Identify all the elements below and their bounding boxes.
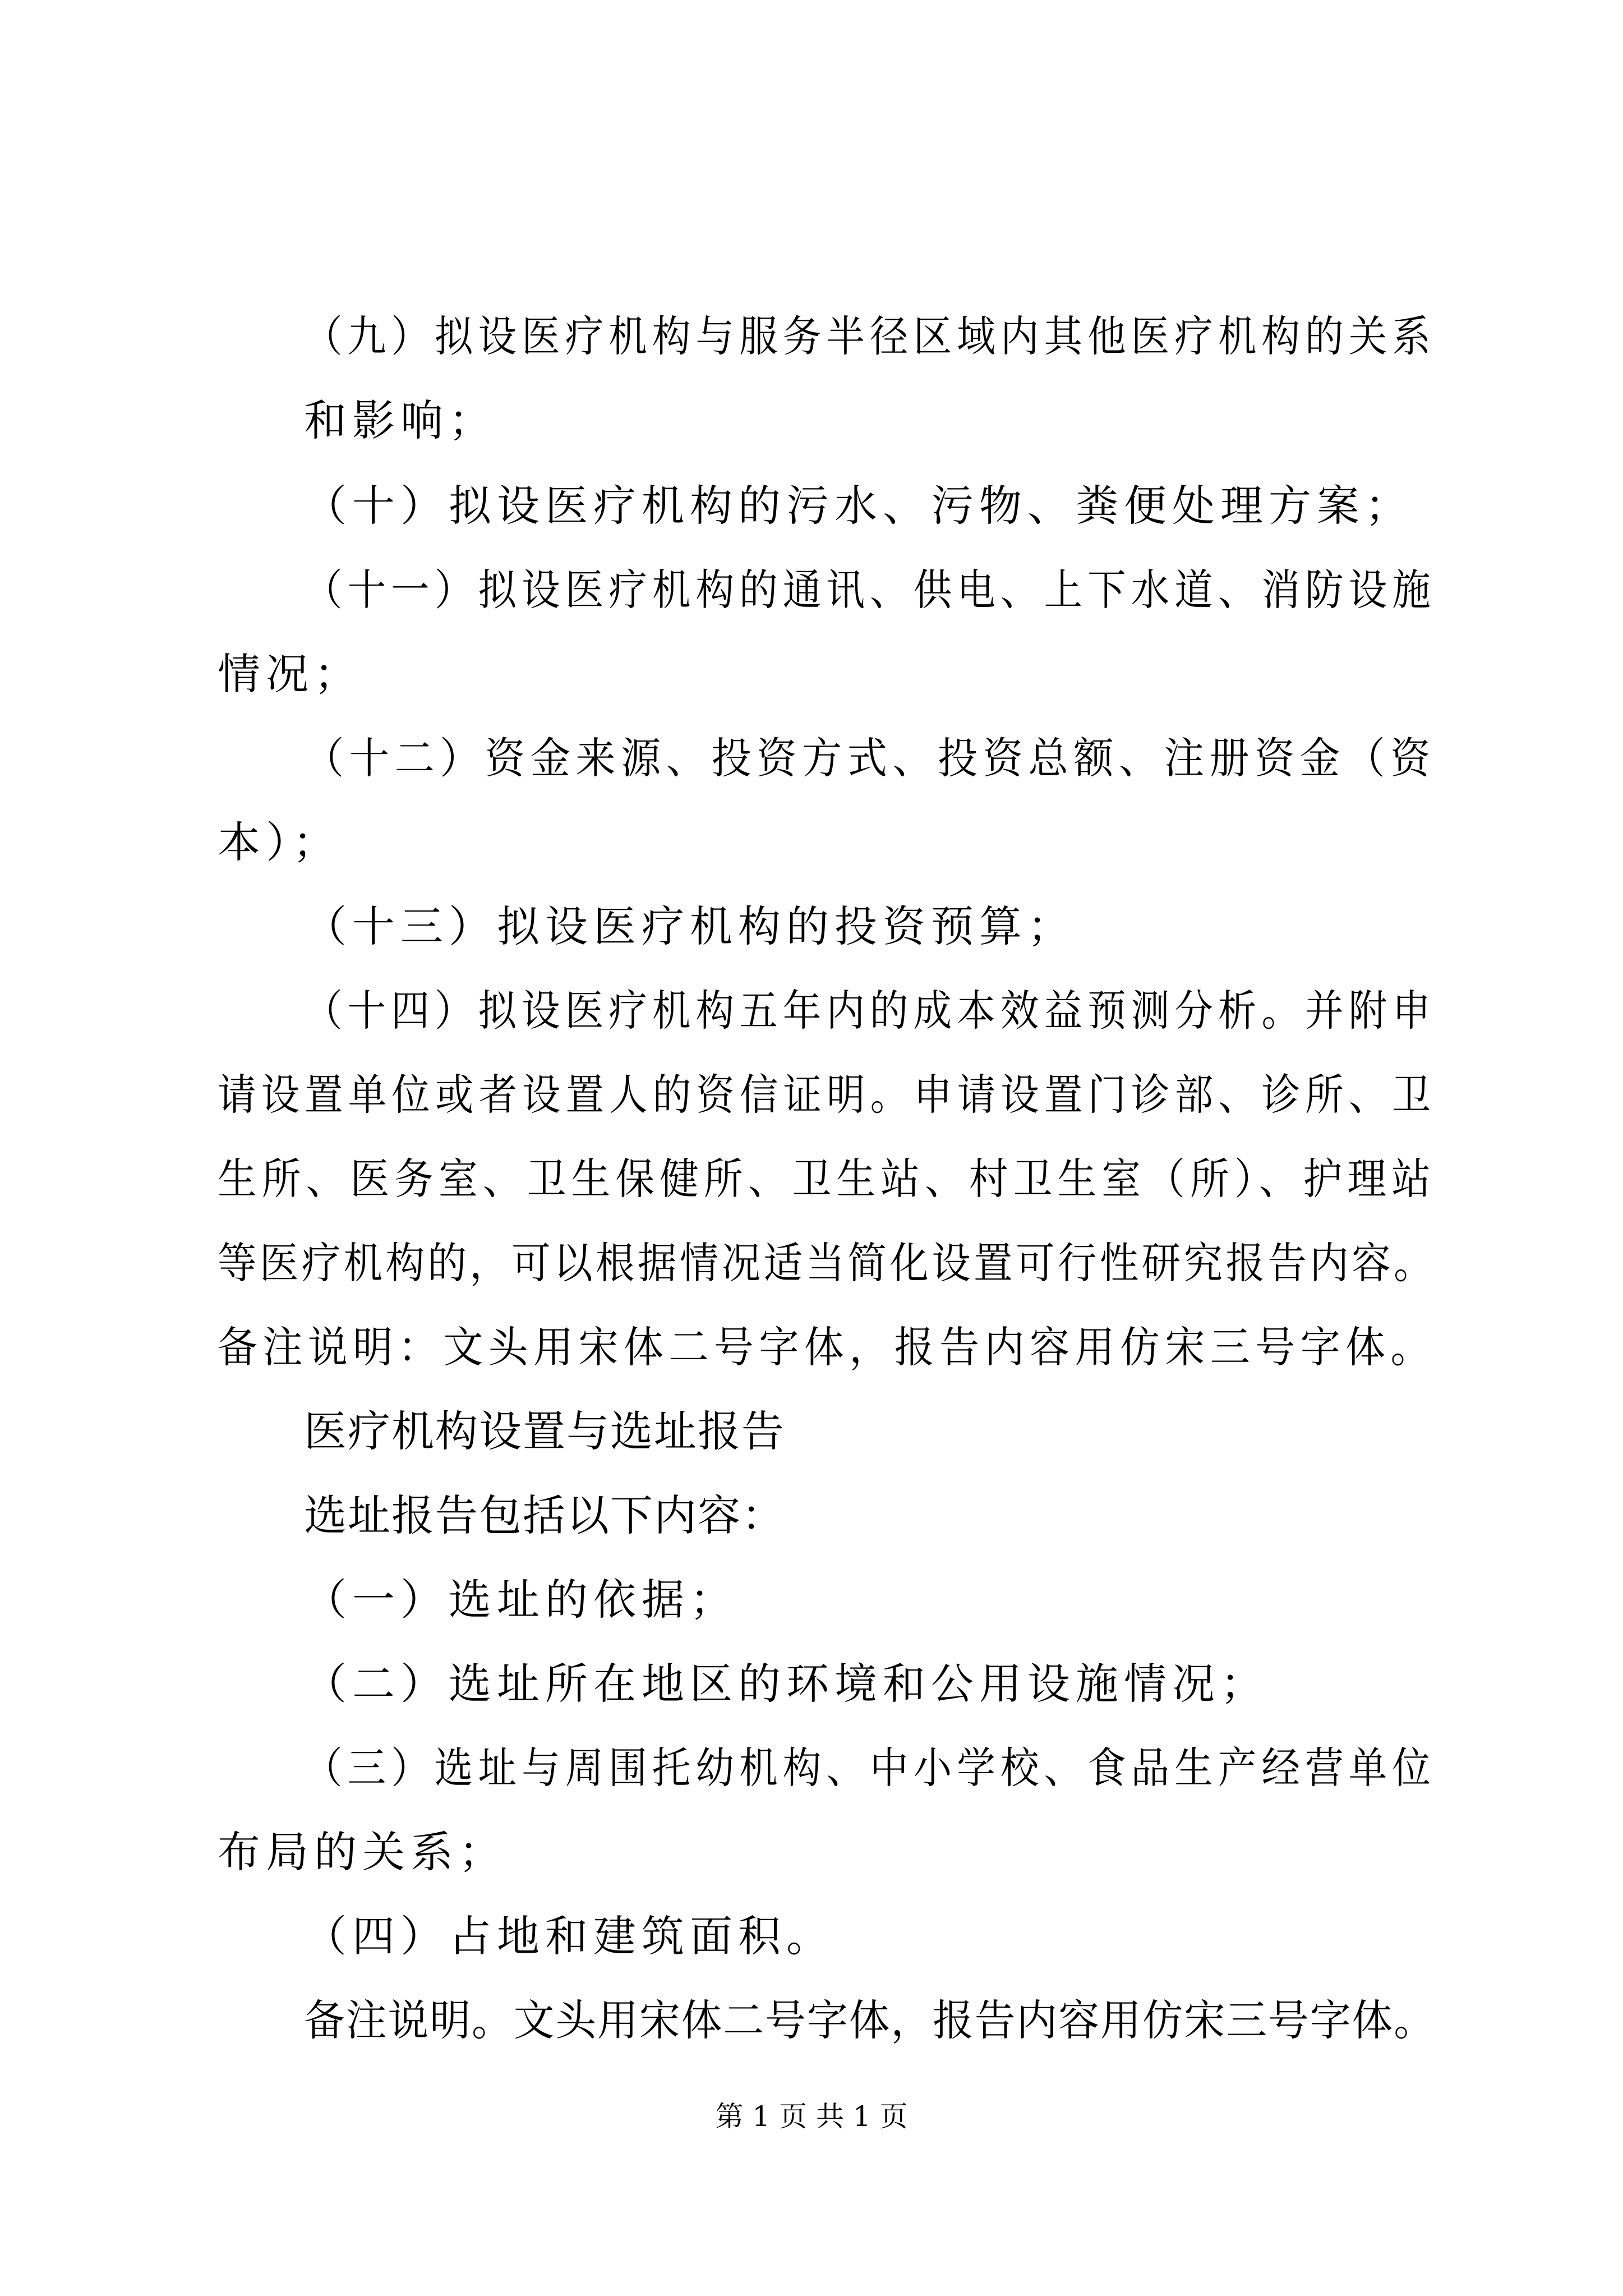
paragraph-line: 本）； — [218, 817, 341, 867]
paragraph-line: 情况； — [218, 649, 362, 699]
paragraph-line: 备注说明：文头用宋体二号字体，报告内容用仿宋三号字体。 — [218, 1322, 1436, 1372]
paragraph-line: （二）选址所在地区的环境和公用设施情况； — [304, 1659, 1269, 1709]
paragraph-line: （三）选址与周围托幼机构、中小学校、食品生产经营单位 — [304, 1743, 1436, 1793]
paragraph-line: （十四）拟设医疗机构五年内的成本效益预测分析。并附申 — [304, 986, 1436, 1036]
section-heading: 医疗机构设置与选址报告 — [304, 1406, 785, 1456]
paragraph-line: 生所、医务室、卫生保健所、卫生站、村卫生室（所）、护理站 — [218, 1154, 1436, 1204]
paragraph-line: （十二）资金来源、投资方式、投资总额、注册资金（资 — [304, 733, 1436, 783]
paragraph-line: 选址报告包括以下内容： — [304, 1490, 785, 1540]
paragraph-line: （九）拟设医疗机构与服务半径区域内其他医疗机构的关系 — [304, 311, 1436, 361]
paragraph-line: （四）占地和建筑面积。 — [304, 1911, 834, 1961]
paragraph-line: （一）选址的依据； — [304, 1575, 738, 1625]
paragraph-line: 和影响； — [304, 395, 497, 445]
paragraph-line: （十三）拟设医疗机构的投资预算； — [304, 901, 1076, 951]
paragraph-line: 请设置单位或者设置人的资信证明。申请设置门诊部、诊所、卫 — [218, 1070, 1436, 1120]
paragraph-line: （十）拟设医疗机构的污水、污物、粪便处理方案； — [304, 481, 1413, 531]
paragraph-line: （十一）拟设医疗机构的通讯、供电、上下水道、消防设施 — [304, 565, 1436, 615]
paragraph-line: 备注说明。文头用宋体二号字体，报告内容用仿宋三号字体。 — [304, 1995, 1436, 2045]
paragraph-line: 布局的关系； — [218, 1827, 507, 1877]
paragraph-line: 等医疗机构的，可以根据情况适当简化设置可行性研究报告内容。 — [218, 1238, 1436, 1288]
page-number-footer: 第 1 页 共 1 页 — [715, 2100, 908, 2133]
